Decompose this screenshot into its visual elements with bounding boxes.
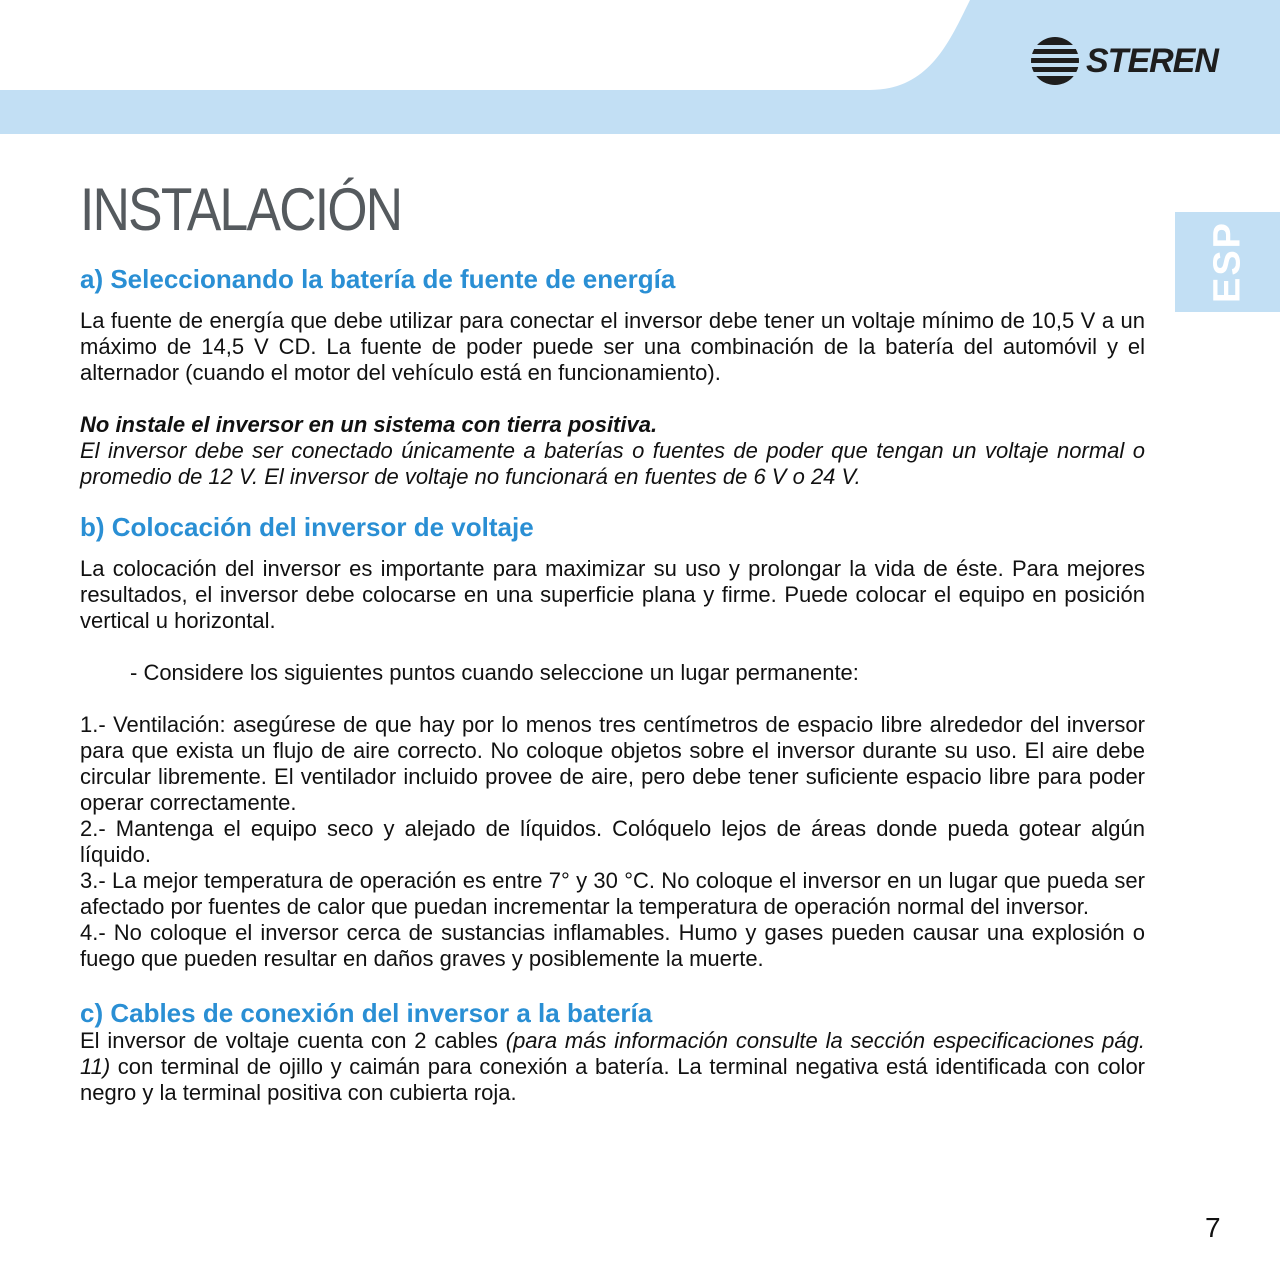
brand-name: STEREN xyxy=(1086,42,1218,80)
list-item: 1.- Ventilación: asegúrese de que hay por lo menos tres centímetros de espacio libre alrededor del inversor para que exista un flujo de aire correcto. No coloque objetos sobre el inversor durante su uso. El aire debe circular libremente. El ventilador incluido provee de aire, pero debe tener suficiente espacio libre para poder operar correctamente. xyxy=(80,712,1145,815)
section-b-intro: - Considere los siguientes puntos cuando seleccione un lugar permanente: xyxy=(130,660,859,685)
section-c-body-reference: (para más información consulte la sección especificaciones pág. 11) xyxy=(80,1028,1145,1079)
section-a-heading: a) Seleccionando la batería de fuente de energía xyxy=(80,264,676,294)
section-a-body: La fuente de energía que debe utilizar para conectar el inversor debe tener un voltaje mínimo de 10,5 V a un máximo de 14,5 V CD. La fuente de poder puede ser una combinación de la batería del automóvil y el alternador (cuando el motor del vehículo está en funcionamiento). xyxy=(80,308,1145,385)
section-a-warning-title: No instale el inversor en un sistema con tierra positiva. xyxy=(80,412,658,437)
steren-stripes-logo-icon xyxy=(1028,34,1084,88)
language-tab xyxy=(1175,212,1280,312)
section-a-warning-body: El inversor debe ser conectado únicamente a baterías o fuentes de poder que tengan un voltaje normal o promedio de 12 V. El inversor de voltaje no funcionará en fuentes de 6 V o 24 V. xyxy=(80,438,1145,489)
page-title: INSTALACIÓN xyxy=(80,176,402,243)
list-item: 4.- No coloque el inversor cerca de sustancias inflamables. Humo y gases pueden causar una explosión o fuego que pueden resultar en daños graves y posiblemente la muerte. xyxy=(80,920,1145,971)
section-c-body xyxy=(80,1028,1145,1106)
list-item: 2.- Mantenga el equipo seco y alejado de líquidos. Colóquelo lejos de áreas donde pueda gotear algún líquido. xyxy=(80,816,1145,867)
page-content xyxy=(80,178,1145,1106)
section-b-body: La colocación del inversor es importante para maximizar su uso y prolongar la vida de éste. Para mejores resultados, el inversor debe colocarse en una superficie plana y firme. Puede colocar el equipo en posición vertical u horizontal. xyxy=(80,556,1145,633)
section-b-heading: b) Colocación del inversor de voltaje xyxy=(80,512,534,542)
language-tab-label: ESP xyxy=(1206,220,1248,304)
section-c-body-end: con terminal de ojillo y caimán para conexión a batería. La terminal negativa está identificada con color negro y la terminal positiva con cubierta roja. xyxy=(80,1054,1145,1105)
section-b-list xyxy=(80,712,1145,972)
steren-logo xyxy=(1028,34,1228,88)
list-item: 3.- La mejor temperatura de operación es entre 7° y 30 °C. No coloque el inversor en un lugar que pueda ser afectado por fuentes de calor que puedan incrementar la temperatura de operación normal del inversor. xyxy=(80,868,1145,919)
section-c-body-start: El inversor de voltaje cuenta con 2 cables xyxy=(80,1028,506,1053)
section-c-heading: c) Cables de conexión del inversor a la batería xyxy=(80,998,653,1028)
page-number: 7 xyxy=(1205,1212,1221,1243)
